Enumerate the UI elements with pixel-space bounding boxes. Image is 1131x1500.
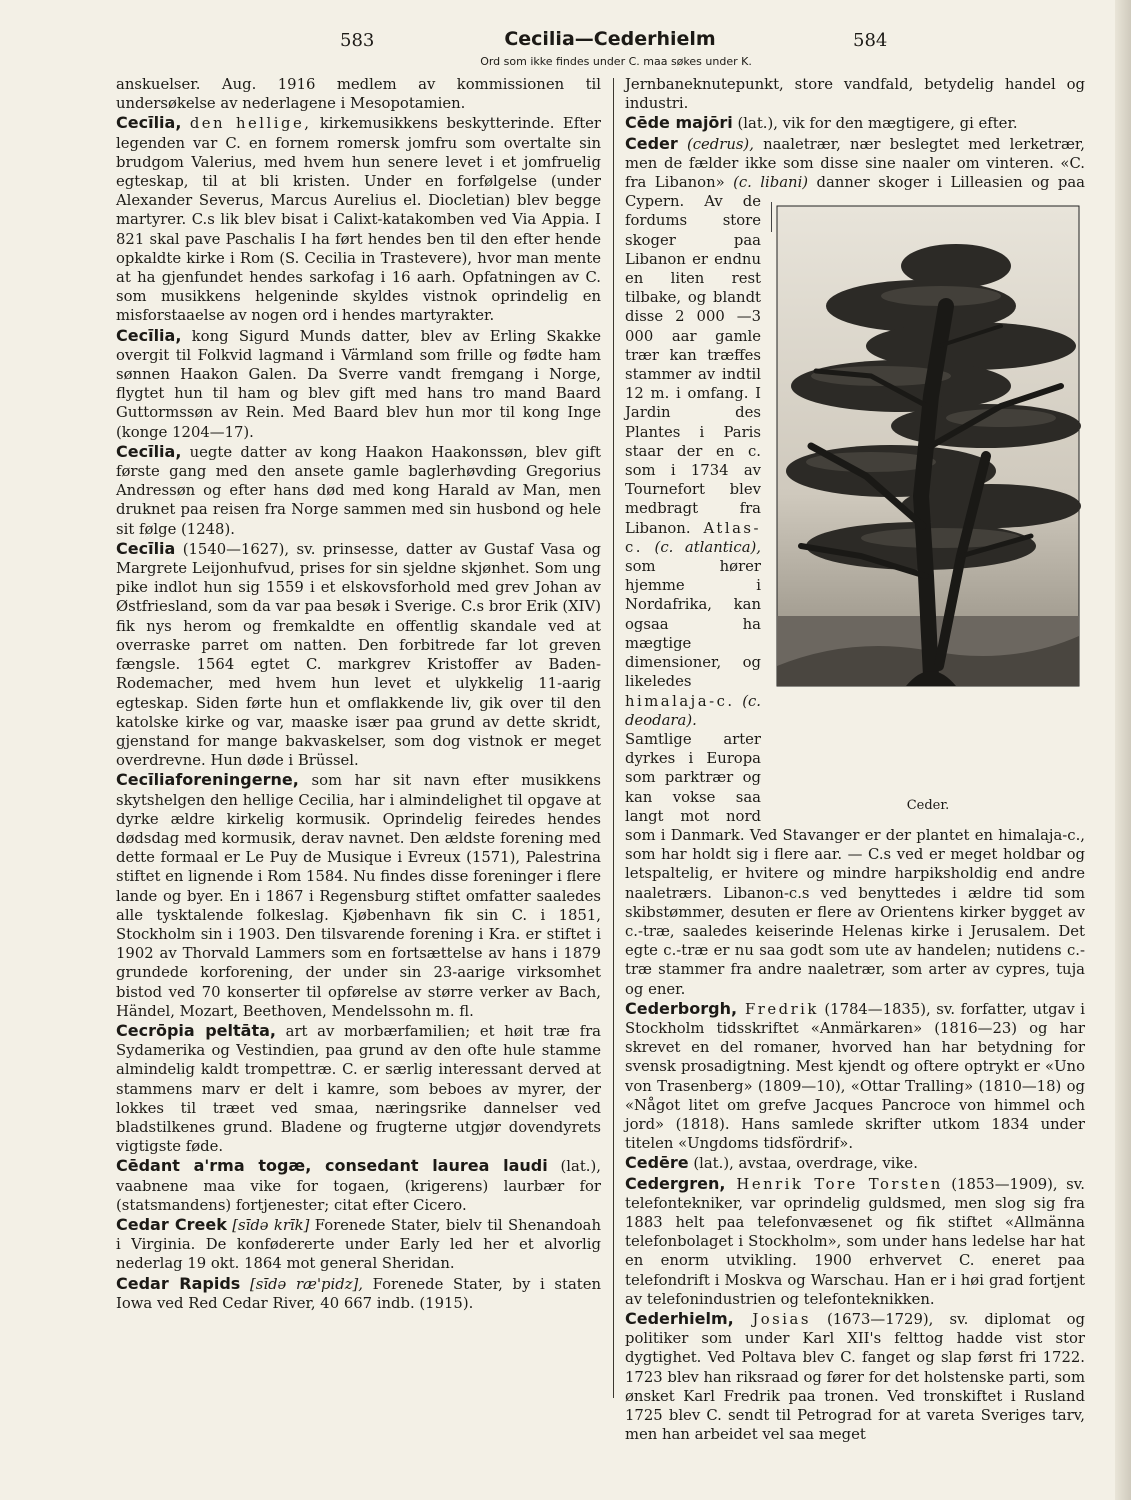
entry-text: (1784—1835), sv. forfatter, utgav i Stockholm tidsskriftet «Anmärkaren» (1816—23) og har skrevet en del romaner, hvorved han har betydning for svensk prosadigtning. Mest kjendt og oftere optrykt er «Uno von Trasenberg» (1809—10), «Ottar Tralling» (1810—18) og «Något litet om grefve Jacques Pancroce von himmel och jord» (1818). Hans samlede skrifter utkom 1834 under titelen «Ungdoms tidsfördrif». [625,1000,1086,1153]
headword: Ceder [625,133,678,153]
entry-text: (1673—1729), sv. diplomat og politiker som under Karl XII's felttog hadde vist stor dygtighet. Ved Poltava blev C. fanget og slap først fri 1722. 1723 blev han riksraad og fører for det holstenske parti, som ønsket Karl Fredrik paa tronen. Ved tronskiftet i Rusland 1725 blev C. sendt til Petrograd for at vareta Sveriges tarv, men han arbeidet vel saa meget [625,1311,1085,1444]
page-number-right: 584 [853,30,888,51]
headword: Cederhielm, [625,1309,734,1328]
headword: Cēdant a'rma togæ, consedant laurea laudi [116,1156,548,1176]
entry-cedere [625,1153,1085,1173]
continuation-text: anskuelser. Aug. 1916 medlem av kommissionen til undersøkelse av nederlagene i Mesopotamien. [116,76,601,113]
latin-name: (c. deodara). [625,692,761,729]
entry-cedar-creek [116,1215,601,1274]
right-column [625,75,1085,1444]
spaced-name: Fredrik [737,1000,819,1018]
headword: Cedēre [625,1153,689,1173]
figure-caption: Ceder. [906,798,950,814]
spaced-name: Josias [733,1311,811,1328]
running-subtitle: Ord som ikke findes under C. maa søkes under K. [480,55,752,68]
entry-text: (1540—1627), sv. prinsesse, datter av Gustaf Vasa og Margrete Leijonhufvud, prises for sin sjeldne skjønhet. Som ung pike indlot hun sig 1559 i et elskovsforhold med grev Johan av Østfriesland, som da var paa besøk i Sverige. C.s bror Erik (XIV) fik nys herom og fremkaldte en offentlig skandale ved at overraske parret om natten. Den forbitrede far lot greven fængsle. 1564 egtet C. markgrev Kristoffer av Baden-Rodemacher, med hvem hun levet et ulykkelig 11-aarig egteskap. Siden førte hun et omflakkende liv, gik over til den katolske kirke og var, maaske især paa grund av dette skridt, gjenstand for mange bakvaskelser, som dog vistnok er meget overdrevne. Hun døde i Brüssel. [116,540,601,770]
entry-cederborgh [625,999,1085,1154]
entry-cedar-rapids [116,1274,601,1313]
entry-cecilia-sigurd [116,326,601,442]
entry-text: Samtlige arter dyrkes i Europa som parktrær og kan vokse saa langt mot nord som i Danmark. Ved Stavanger er der plantet en himalaja-c., som har holdt sig i flere aar. — C.s ved er meget holdbar og letspaltelig, er hvitere og mindre harpiksholdig end andre naaletrærs. Libanon-c.s ved benyttedes i ældre tid som skibstømmer, desuten er flere av Orientens kirker bygget av c.-træ, saaledes keiserinde Helenas kirke i Jerusalem. Det egte c.-træ er nu saa godt som ute av handelen; nutidens c.-træ stammer fra andre naaletrær, som arter av cypres, tuja og ener. [625,730,1085,998]
entry-text: kong Sigurd Munds datter, blev av Erling Skakke overgit til Folkvid lagmand i Värmland som frille og fødte ham sønnen Haakon Galen. Da Sverre vandt fremgang i Norge, flygtet hun til ham og blev gift med hans tro mand Baard Guttormssøn av Rein. Med Baard blev hun mor til kong Inge (konge 1204—17). [116,327,601,441]
entry-cedant-arma [116,1156,601,1215]
spaced-name: den hellige, [189,115,312,133]
entry-ceder [625,134,1085,999]
headword: Cecīlia, [116,113,182,133]
column-divider [613,78,614,1398]
entry-text: uegte datter av kong Haakon Haakonssøn, blev gift første gang med den ansete gamle baglerhøvding Gregorius Andressøn og efter hans død med kong Harald av Man, men druknet paa reisen fra Norge sammen med sin husbond og hele sit følge (1248). [116,443,601,538]
entry-text: (lat.), vaabnene maa vike for togaen, (krigerens) laurbær for (statsmandens) fortjenester; citat efter Cicero. [116,1158,601,1214]
headword: Cecīlia, [116,441,182,461]
headword: Cecīlia [116,538,176,558]
entry-text: (1853—1909), sv. telefontekniker, var oprindelig guldsmed, men slog sig fra 1883 helt paa telefonvæsenet og fik stiftet «Allmänna telefonbolaget i Stockholm», som under hans ledelse har hat en enorm utvikling. 1900 erhvervet C. eneret paa telefondrift i Moskva og Warschau. Han er i høi grad fortjent av telefonindustrien og telefonteknikken. [625,1175,1086,1308]
pronunciation: [sīdə krīk] [226,1216,310,1234]
entry-cede-majori [625,113,1085,133]
headword: Cedergren, [625,1173,726,1193]
pronunciation: [sīdə ræ'pidz], [240,1275,363,1293]
spaced-name: himalaja-c. [625,692,735,710]
entry-text: danner skoger i Lilleasien og paa Cypern. Av de fordums store skoger paa Libanon er endnu en liten rest tilbake, og blandt disse 2 000 —3 000 aar gamle trær kan træffes stammer av indtil 12 m. i omfang. I Jardin des Plantes i Paris staar der en c. som i 1734 av Tournefort blev medbragt fra Libanon. [625,174,1085,537]
entry-text: Forenede Stater, by i staten Iowa ved Red Cedar River, 40 667 indb. (1915). [116,1275,601,1312]
entry-cecilia-holy [116,113,601,325]
headword: Cedar Creek [116,1214,227,1234]
entry-text: Jernbaneknutepunkt, store vandfald, betydelig handel og industri. [625,76,1085,113]
entry-cecilia-vasa [116,539,601,770]
latin-name: (c. libani) [724,174,809,192]
spaced-name: Henrik Tore Torsten [725,1175,943,1193]
page-number-left: 583 [340,30,375,51]
left-column [116,75,601,1313]
entry-text: Forenede Stater, bielv til Shenandoah i Virginia. De konfødererte under Early led her et alvorlig nederlag 19 okt. 1864 mot general Sheridan. [116,1216,601,1273]
entry-text: kirkemusikkens beskytterinde. Efter legenden var C. en fornem romersk jomfru som overtalte sin brudgom Valerius, med hvem hun senere levet i et jomfruelig egteskap, til at bli kristen. Under en forfølgelse (under Alexander Severus, Marcus Aurelius el. Diocletian) blev begge martyrer. C.s lik blev bisat i Calixt-katakomben ved Via Appia. I 821 skal pave Paschalis I ha ført hendes ben til den efter hende opkaldte kirke i Rom (S. Cecilia in Trastevere), hvor man mente at ha gjenfundet hendes sarkofag i 16 aarh. Opfatningen av C. som musikkens helgeninde skyldes vistnok oprindelig en misforstaaelse av nogen ord i hendes martyrakter. [116,115,601,325]
entry-text: art av morbærfamilien; et høit træ fra Sydamerika og Vestindien, paa grund av den ofte hule stamme almindelig kaldt trompettræ. C. er særlig interessant derved at stammens marv er delt i kamre, som beboes av myrer, der lokkes til træet ved smaa, næringsrike dannelser ved bladstilkenes grund. Bladene og frugterne utgjør dovendyrets vigtigste føde. [116,1022,601,1156]
latin-name: (c. atlantica), [643,538,761,556]
continuation-text [625,75,1085,113]
entry-ceciliaforeningerne [116,770,601,1021]
headword: Cecīlia, [116,325,182,345]
headword: Cederborgh, [625,998,738,1018]
latin-name: (cedrus), [677,135,754,153]
headword: Cedar Rapids [116,1273,241,1293]
headword: Cecīliaforeningerne, [116,770,299,790]
ceder-figure [771,196,1085,823]
entry-cecropia [116,1021,601,1156]
entry-cedergren [625,1174,1085,1309]
entry-text: (lat.), vik for den mægtigere, gi efter. [732,115,1018,133]
entry-text: som hører hjemme i Nordafrika, kan ogsaa ha mægtige dimensioner, og likeledes [625,558,761,691]
headword: Cecrōpia peltāta, [116,1020,276,1040]
headword: Cēde majōri [625,113,733,133]
page-edge [1115,0,1131,1500]
entry-cederhielm [625,1309,1085,1444]
entry-text: som har sit navn efter musikkens skytshelgen den hellige Cecilia, har i almindelighet til opgave at dyrke ældre kirkelig kormusik. Oprindelig feiredes hendes dødsdag med kormusik, derav navnet. Den ældste forening med dette formaal er Le Puy de Musique i Evreux (1571), Palestrina stiftet en lignende i Rom 1584. Nu findes disse foreninger i flere lande og byer. En i 1867 i Regensburg stiftet omfatter saaledes alle tysktalende folkeslag. Kjøbenhavn fik sin C. i 1851, Stockholm sin i 1903. Den tilsvarende forening i Kra. er stiftet i 1902 av Thorvald Lammers som en fortsættelse av hans i 1879 grundede korforening, der under sin 23-aarige virksomhet bistod ved 70 konserter til opførelse av større verker av Bach, Händel, Mozart, Beethoven, Mendelssohn m. fl. [116,772,601,1020]
entry-text: (lat.), avstaa, overdrage, vike. [688,1155,918,1173]
entry-text: naaletrær, nær beslegtet med lerketrær, men de fælder ikke som disse sine naaler om vinteren. «C. fra Libanon» [625,135,1086,192]
running-title: Cecilia—Cederhielm [504,28,716,50]
entry-cecilia-haakon [116,442,601,539]
cedar-tree-photo [771,196,1085,786]
spaced-name: Atlas-c. [625,519,761,556]
